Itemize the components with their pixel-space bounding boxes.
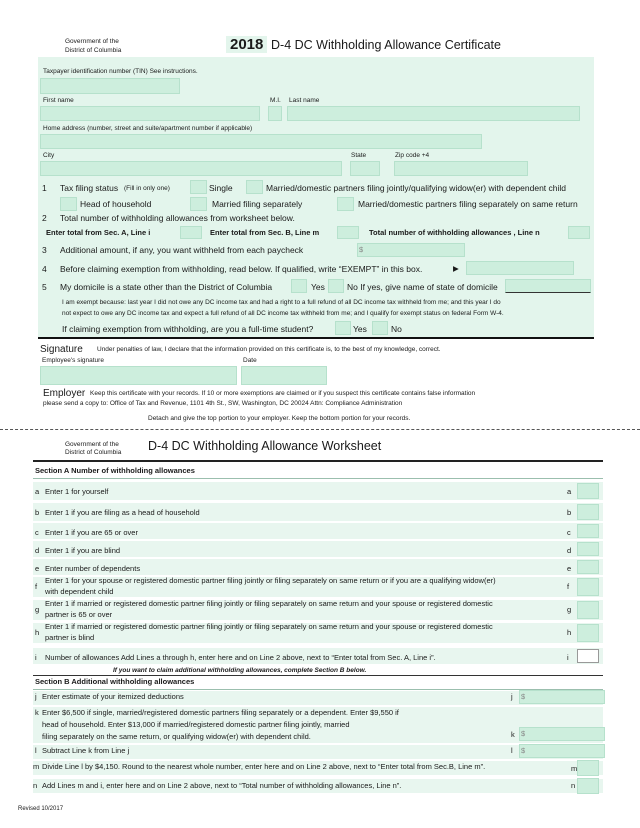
revised-date: Revised 10/2017 [18, 806, 64, 812]
line5-number: 5 [42, 282, 47, 292]
sep-label: Married filing separately [212, 199, 303, 209]
address-label: Home address (number, street and suite/apartment number if applicable) [43, 125, 253, 132]
mi-input[interactable] [268, 106, 282, 121]
row-e-text: Enter number of dependents [45, 564, 141, 573]
row-j-input[interactable] [519, 690, 605, 704]
row-k-text2: head of household. Enter $13,000 if married/registered domestic partner filing jointly, married [42, 720, 350, 729]
line5-label: My domicile is a state other than the District of Columbia [60, 282, 273, 292]
employer-text2: please send a copy to: Office of Tax and Revenue, 1101 4th St., SW, Washington, DC 20024 Attn: Compliance Administration [43, 400, 403, 407]
row-k-text1: Enter $6,500 if single, married/registered domestic partners filing separately or a dependent. Enter $9,550 if [42, 708, 399, 717]
tin-input[interactable] [40, 78, 180, 94]
ws-gov-line2: District of Columbia [65, 449, 122, 456]
arrow-right-icon: ▶ [453, 264, 459, 273]
state-label: State [351, 152, 367, 159]
signature-declaration: Under penalties of law, I declare that the information provided on this certificate is, to the best of my knowledge, correct. [97, 346, 441, 353]
line4-number: 4 [42, 264, 47, 274]
first-name-input[interactable] [40, 106, 260, 121]
line2-label: Total number of withholding allowances from worksheet below. [60, 213, 295, 223]
line3-label: Additional amount, if any, you want withheld from each paycheck [60, 245, 304, 255]
row-m-input[interactable] [577, 760, 599, 776]
same-return-label: Married/domestic partners filing separately on same return [358, 199, 578, 209]
domicile-yes-checkbox[interactable] [291, 279, 307, 293]
line2-sec-b-label: Enter total from Sec. B, Line m [210, 228, 320, 237]
row-j-letter: j [35, 692, 37, 701]
additional-amount-input[interactable] [357, 243, 465, 257]
single-checkbox[interactable] [190, 180, 207, 194]
row-f-letter: f [35, 582, 38, 591]
line2-total-label: Total number of withholding allowances , Line n [369, 228, 540, 237]
gov-line2: District of Columbia [65, 47, 122, 54]
line2-sec-a-label: Enter total from Sec. A, Line i [46, 228, 151, 237]
row-h-text2: partner is blind [45, 633, 95, 642]
section-b-rule [33, 689, 603, 690]
row-f-label-right: f [567, 582, 570, 591]
row-g-label-right: g [567, 605, 572, 614]
city-input[interactable] [40, 161, 342, 176]
row-j-dollar: $ [521, 692, 526, 701]
panel-divider [38, 337, 594, 339]
student-yes-label: Yes [353, 324, 367, 334]
line1-note: (Fill in only one) [124, 185, 170, 192]
row-h-input[interactable] [577, 624, 599, 642]
hoh-checkbox[interactable] [60, 197, 77, 211]
row-c-letter: c [35, 528, 39, 537]
zip-input[interactable] [394, 161, 528, 176]
row-d-label-right: d [567, 546, 572, 555]
row-h-text: Enter 1 if married or registered domestic partner filing jointly or filing separately on same return and your spouse or registered domestic [45, 622, 493, 631]
employee-signature-input[interactable] [40, 366, 237, 385]
row-b-label-right: b [567, 508, 572, 517]
student-no-label: No [391, 324, 402, 334]
row-j-label-right: j [511, 692, 513, 701]
row-i-input[interactable] [577, 649, 599, 663]
detach-line [0, 429, 640, 430]
single-label: Single [209, 183, 233, 193]
line2-number: 2 [42, 213, 47, 223]
domicile-no-checkbox[interactable] [328, 279, 344, 293]
line4-label: Before claiming exemption from withholding, read below. If qualified, write “EXEMPT” in this box. [60, 264, 423, 274]
row-a-text: Enter 1 for yourself [45, 487, 109, 496]
row-i-text: Number of allowances Add Lines a through h, enter here and on Line 2 above, next to “Enter total from Sec. A, Line i”. [45, 653, 436, 662]
line2-sec-b-input[interactable] [337, 226, 359, 239]
row-g-letter: g [35, 605, 40, 614]
row-f-text2: with dependent child [45, 587, 114, 596]
row-b-letter: b [35, 508, 40, 517]
section-b-note: If you want to claim additional withholding allowances, complete Section B below. [113, 667, 367, 674]
student-question: If claiming exemption from withholding, are you a full-time student? [62, 324, 314, 334]
gov-line1: Government of the [65, 38, 119, 45]
row-c-text: Enter 1 if you are 65 or over [45, 528, 138, 537]
tin-label: Taxpayer identification number (TIN) See instructions. [43, 68, 198, 75]
row-i-label-right: i [567, 653, 569, 662]
row-k-dollar: $ [521, 729, 526, 738]
row-k-letter: k [35, 708, 39, 717]
row-a-letter: a [35, 487, 40, 496]
student-yes-checkbox[interactable] [335, 321, 351, 335]
row-m-text: Divide Line l by $4,150. Round to the nearest whole number, enter here and on Line 2 above, next to “Enter total from Sec.B, Line m”. [42, 762, 486, 771]
joint-label: Married/domestic partners filing jointly/qualifying widow(er) with dependent child [266, 183, 567, 193]
row-l-dollar: $ [521, 746, 526, 755]
row-g-text: Enter 1 if married or registered domestic partner filing jointly or filing separately on same return and your spouse or registered domestic [45, 599, 493, 608]
address-input[interactable] [40, 134, 482, 149]
row-n-label-right: n [571, 781, 576, 790]
row-e-input[interactable] [577, 560, 599, 574]
section-a-title: Section A Number of withholding allowances [35, 466, 195, 475]
row-k-text3: filing separately on the same return, or qualifying widow(er) with dependent child. [42, 732, 311, 741]
state-input[interactable] [350, 161, 380, 176]
line3-number: 3 [42, 245, 47, 255]
row-c-input[interactable] [577, 524, 599, 538]
row-a-input[interactable] [577, 483, 599, 499]
row-b-input[interactable] [577, 504, 599, 520]
row-a [33, 482, 603, 500]
student-no-checkbox[interactable] [372, 321, 388, 335]
row-k-label-right: k [511, 730, 515, 739]
ws-top-rule [33, 460, 603, 462]
joint-checkbox[interactable] [246, 180, 263, 194]
row-c-label-right: c [567, 528, 571, 537]
last-name-label: Last name [289, 97, 320, 104]
row-n-input[interactable] [577, 778, 599, 794]
domicile-yes-label: Yes [311, 282, 325, 292]
detach-note: Detach and give the top portion to your employer. Keep the bottom portion for your records. [148, 415, 411, 422]
zip-label: Zip code +4 [395, 152, 430, 159]
row-d-text: Enter 1 if you are blind [45, 546, 121, 555]
row-h-label-right: h [567, 628, 572, 637]
ws-title: D-4 DC Withholding Allowance Worksheet [148, 439, 382, 453]
section-b-title: Section B Additional withholding allowances [35, 677, 195, 686]
row-h-letter: h [35, 628, 40, 637]
line2-total-input[interactable] [568, 226, 590, 239]
exempt-input[interactable] [466, 261, 574, 275]
same-return-checkbox[interactable] [337, 197, 354, 211]
row-a-label-right: a [567, 487, 572, 496]
city-label: City [43, 152, 55, 159]
row-l-input[interactable] [519, 744, 605, 758]
form-title: D-4 DC Withholding Allowance Certificate [271, 38, 501, 52]
row-n-letter: n [33, 781, 38, 790]
last-name-input[interactable] [287, 106, 580, 121]
row-d-input[interactable] [577, 542, 599, 556]
row-k-input[interactable] [519, 727, 605, 741]
row-n-text: Add Lines m and i, enter here and on Line 2 above, next to “Total number of withholding allowances, Line n”. [42, 781, 402, 790]
ws-gov-line1: Government of the [65, 441, 119, 448]
sep-checkbox[interactable] [190, 197, 207, 211]
row-f-input[interactable] [577, 578, 599, 596]
domicile-state-input[interactable] [505, 279, 591, 293]
employee-signature-label: Employee's signature [42, 357, 104, 364]
mi-label: M.I. [270, 97, 281, 104]
row-j-text: Enter estimate of your itemized deductions [42, 692, 184, 701]
row-f-text: Enter 1 for your spouse or registered domestic partner filing jointly or filing separately on same return or if you are a qualifying widow(er) [45, 576, 496, 585]
section-a-rule [33, 478, 603, 479]
domicile-no-label: No If yes, give name of state of domicile [347, 282, 498, 292]
date-label: Date [243, 357, 257, 364]
row-g-text2: partner is 65 or over [45, 610, 113, 619]
line1-number: 1 [42, 183, 47, 193]
first-name-label: First name [43, 97, 74, 104]
hoh-label: Head of household [80, 199, 152, 209]
employer-title: Employer [43, 388, 86, 399]
row-m-letter: m [33, 762, 40, 771]
row-l-letter: l [35, 746, 37, 755]
line2-sec-a-input[interactable] [180, 226, 202, 239]
date-input[interactable] [241, 366, 327, 385]
exempt-text-line1: I am exempt because: last year I did not owe any DC income tax and had a right to a full refund of all DC income tax withheld from me; and this year I do [62, 299, 501, 306]
row-l-label-right: l [511, 746, 513, 755]
row-l-text: Subtract Line k from Line j [42, 746, 130, 755]
line1-label: Tax filing status [60, 183, 119, 193]
row-e-letter: e [35, 564, 40, 573]
row-b-text: Enter 1 if you are filing as a head of household [45, 508, 200, 517]
section-b-rule-top [33, 675, 603, 676]
employer-text1: Keep this certificate with your records. If 10 or more exemptions are claimed or if you suspect this certificate contains false information [90, 390, 476, 397]
row-d-letter: d [35, 546, 40, 555]
row-m-label-right: m [571, 764, 578, 773]
exempt-text-line2: not expect to owe any DC income tax and expect a full refund of all DC income tax withheld from me; and I qualify for exempt status on federal Form W-4. [62, 310, 504, 317]
row-i-letter: i [35, 653, 37, 662]
form-year: 2018 [226, 36, 267, 53]
signature-title: Signature [40, 344, 83, 355]
dollar-sign: $ [359, 245, 364, 254]
row-e-label-right: e [567, 564, 572, 573]
row-g-input[interactable] [577, 601, 599, 619]
